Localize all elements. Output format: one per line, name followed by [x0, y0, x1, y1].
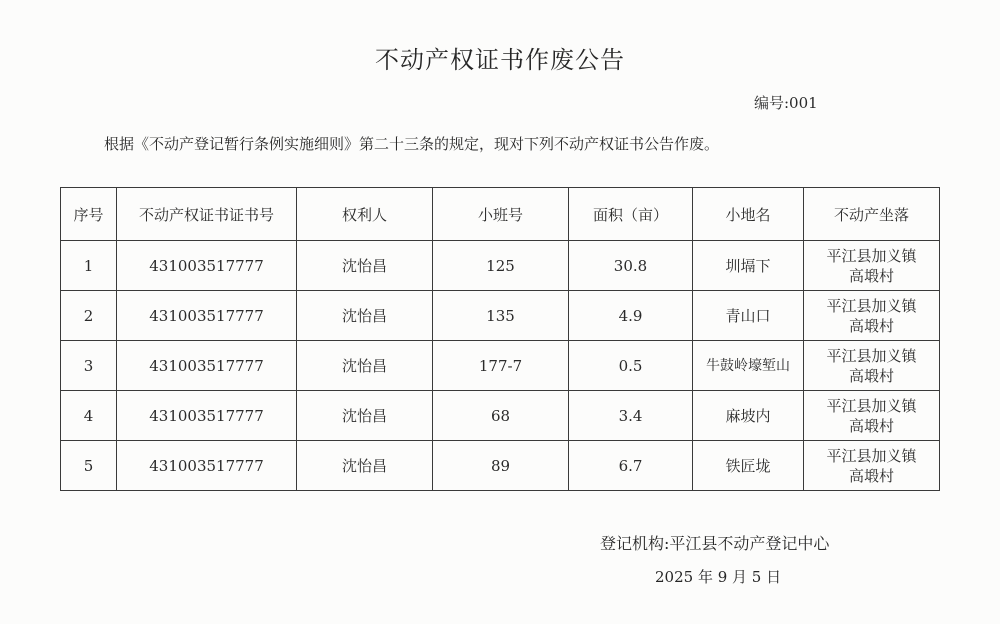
cell-area: 3.4: [569, 391, 693, 441]
cell-location: [804, 291, 940, 341]
cell-cert-no: 431003517777: [117, 291, 297, 341]
cell-place-name: 圳塥下: [693, 241, 804, 291]
issuing-authority: 登记机构:平江县不动产登记中心: [600, 534, 830, 553]
location-line-1: 平江县加义镇: [826, 446, 917, 465]
cell-area: 6.7: [569, 441, 693, 491]
table-header-row: [61, 188, 940, 241]
document-number: 编号:001: [754, 94, 818, 112]
table-row: [61, 241, 940, 291]
cell-plot-no: 177-7: [433, 341, 569, 391]
location-line-1: 平江县加义镇: [826, 296, 917, 315]
location-line-2: 高塅村: [848, 266, 894, 285]
cell-seq: 5: [61, 441, 117, 491]
cell-place-name: 铁匠垅: [693, 441, 804, 491]
cell-seq: 2: [61, 291, 117, 341]
table-row: [61, 341, 940, 391]
cell-plot-no: 125: [433, 241, 569, 291]
cell-owner: 沈怡昌: [297, 241, 433, 291]
cell-place-name: 青山口: [693, 291, 804, 341]
cell-owner: 沈怡昌: [297, 291, 433, 341]
intro-paragraph: 根据《不动产登记暂行条例实施细则》第二十三条的规定，现对下列不动产权证书公告作废。: [104, 135, 720, 153]
table-row: [61, 391, 940, 441]
header-area: 面积（亩）: [569, 188, 693, 241]
location-line-2: 高塅村: [848, 366, 894, 385]
cell-cert-no: 431003517777: [117, 341, 297, 391]
header-owner: 权利人: [297, 188, 433, 241]
cell-location: [804, 391, 940, 441]
header-place-name: 小地名: [693, 188, 804, 241]
cell-plot-no: 135: [433, 291, 569, 341]
cell-owner: 沈怡昌: [297, 391, 433, 441]
cell-plot-no: 68: [433, 391, 569, 441]
cell-place-name: 麻坡内: [693, 391, 804, 441]
cell-area: 0.5: [569, 341, 693, 391]
header-seq: 序号: [61, 188, 117, 241]
location-line-1: 平江县加义镇: [826, 396, 917, 415]
location-line-2: 高塅村: [848, 416, 894, 435]
location-line-2: 高塅村: [848, 466, 894, 485]
issue-date: 2025 年 9 月 5 日: [655, 568, 782, 586]
cell-location: [804, 341, 940, 391]
cell-plot-no: 89: [433, 441, 569, 491]
location-line-1: 平江县加义镇: [826, 346, 917, 365]
header-cert-no: 不动产权证书证书号: [117, 188, 297, 241]
header-location: 不动产坐落: [804, 188, 940, 241]
cell-owner: 沈怡昌: [297, 441, 433, 491]
cell-owner: 沈怡昌: [297, 341, 433, 391]
cell-place-name: 牛鼓岭壕堑山: [693, 341, 804, 391]
cell-seq: 1: [61, 241, 117, 291]
cell-cert-no: 431003517777: [117, 391, 297, 441]
cell-cert-no: 431003517777: [117, 441, 297, 491]
cell-location: [804, 241, 940, 291]
cell-cert-no: 431003517777: [117, 241, 297, 291]
cell-seq: 4: [61, 391, 117, 441]
void-certificates-table: [60, 187, 940, 491]
cell-seq: 3: [61, 341, 117, 391]
cell-area: 30.8: [569, 241, 693, 291]
header-plot-no: 小班号: [433, 188, 569, 241]
cell-area: 4.9: [569, 291, 693, 341]
location-line-1: 平江县加义镇: [826, 246, 917, 265]
table-row: [61, 291, 940, 341]
location-line-2: 高塅村: [848, 316, 894, 335]
table-row: [61, 441, 940, 491]
cell-location: [804, 441, 940, 491]
page-title: 不动产权证书作废公告: [375, 46, 625, 74]
